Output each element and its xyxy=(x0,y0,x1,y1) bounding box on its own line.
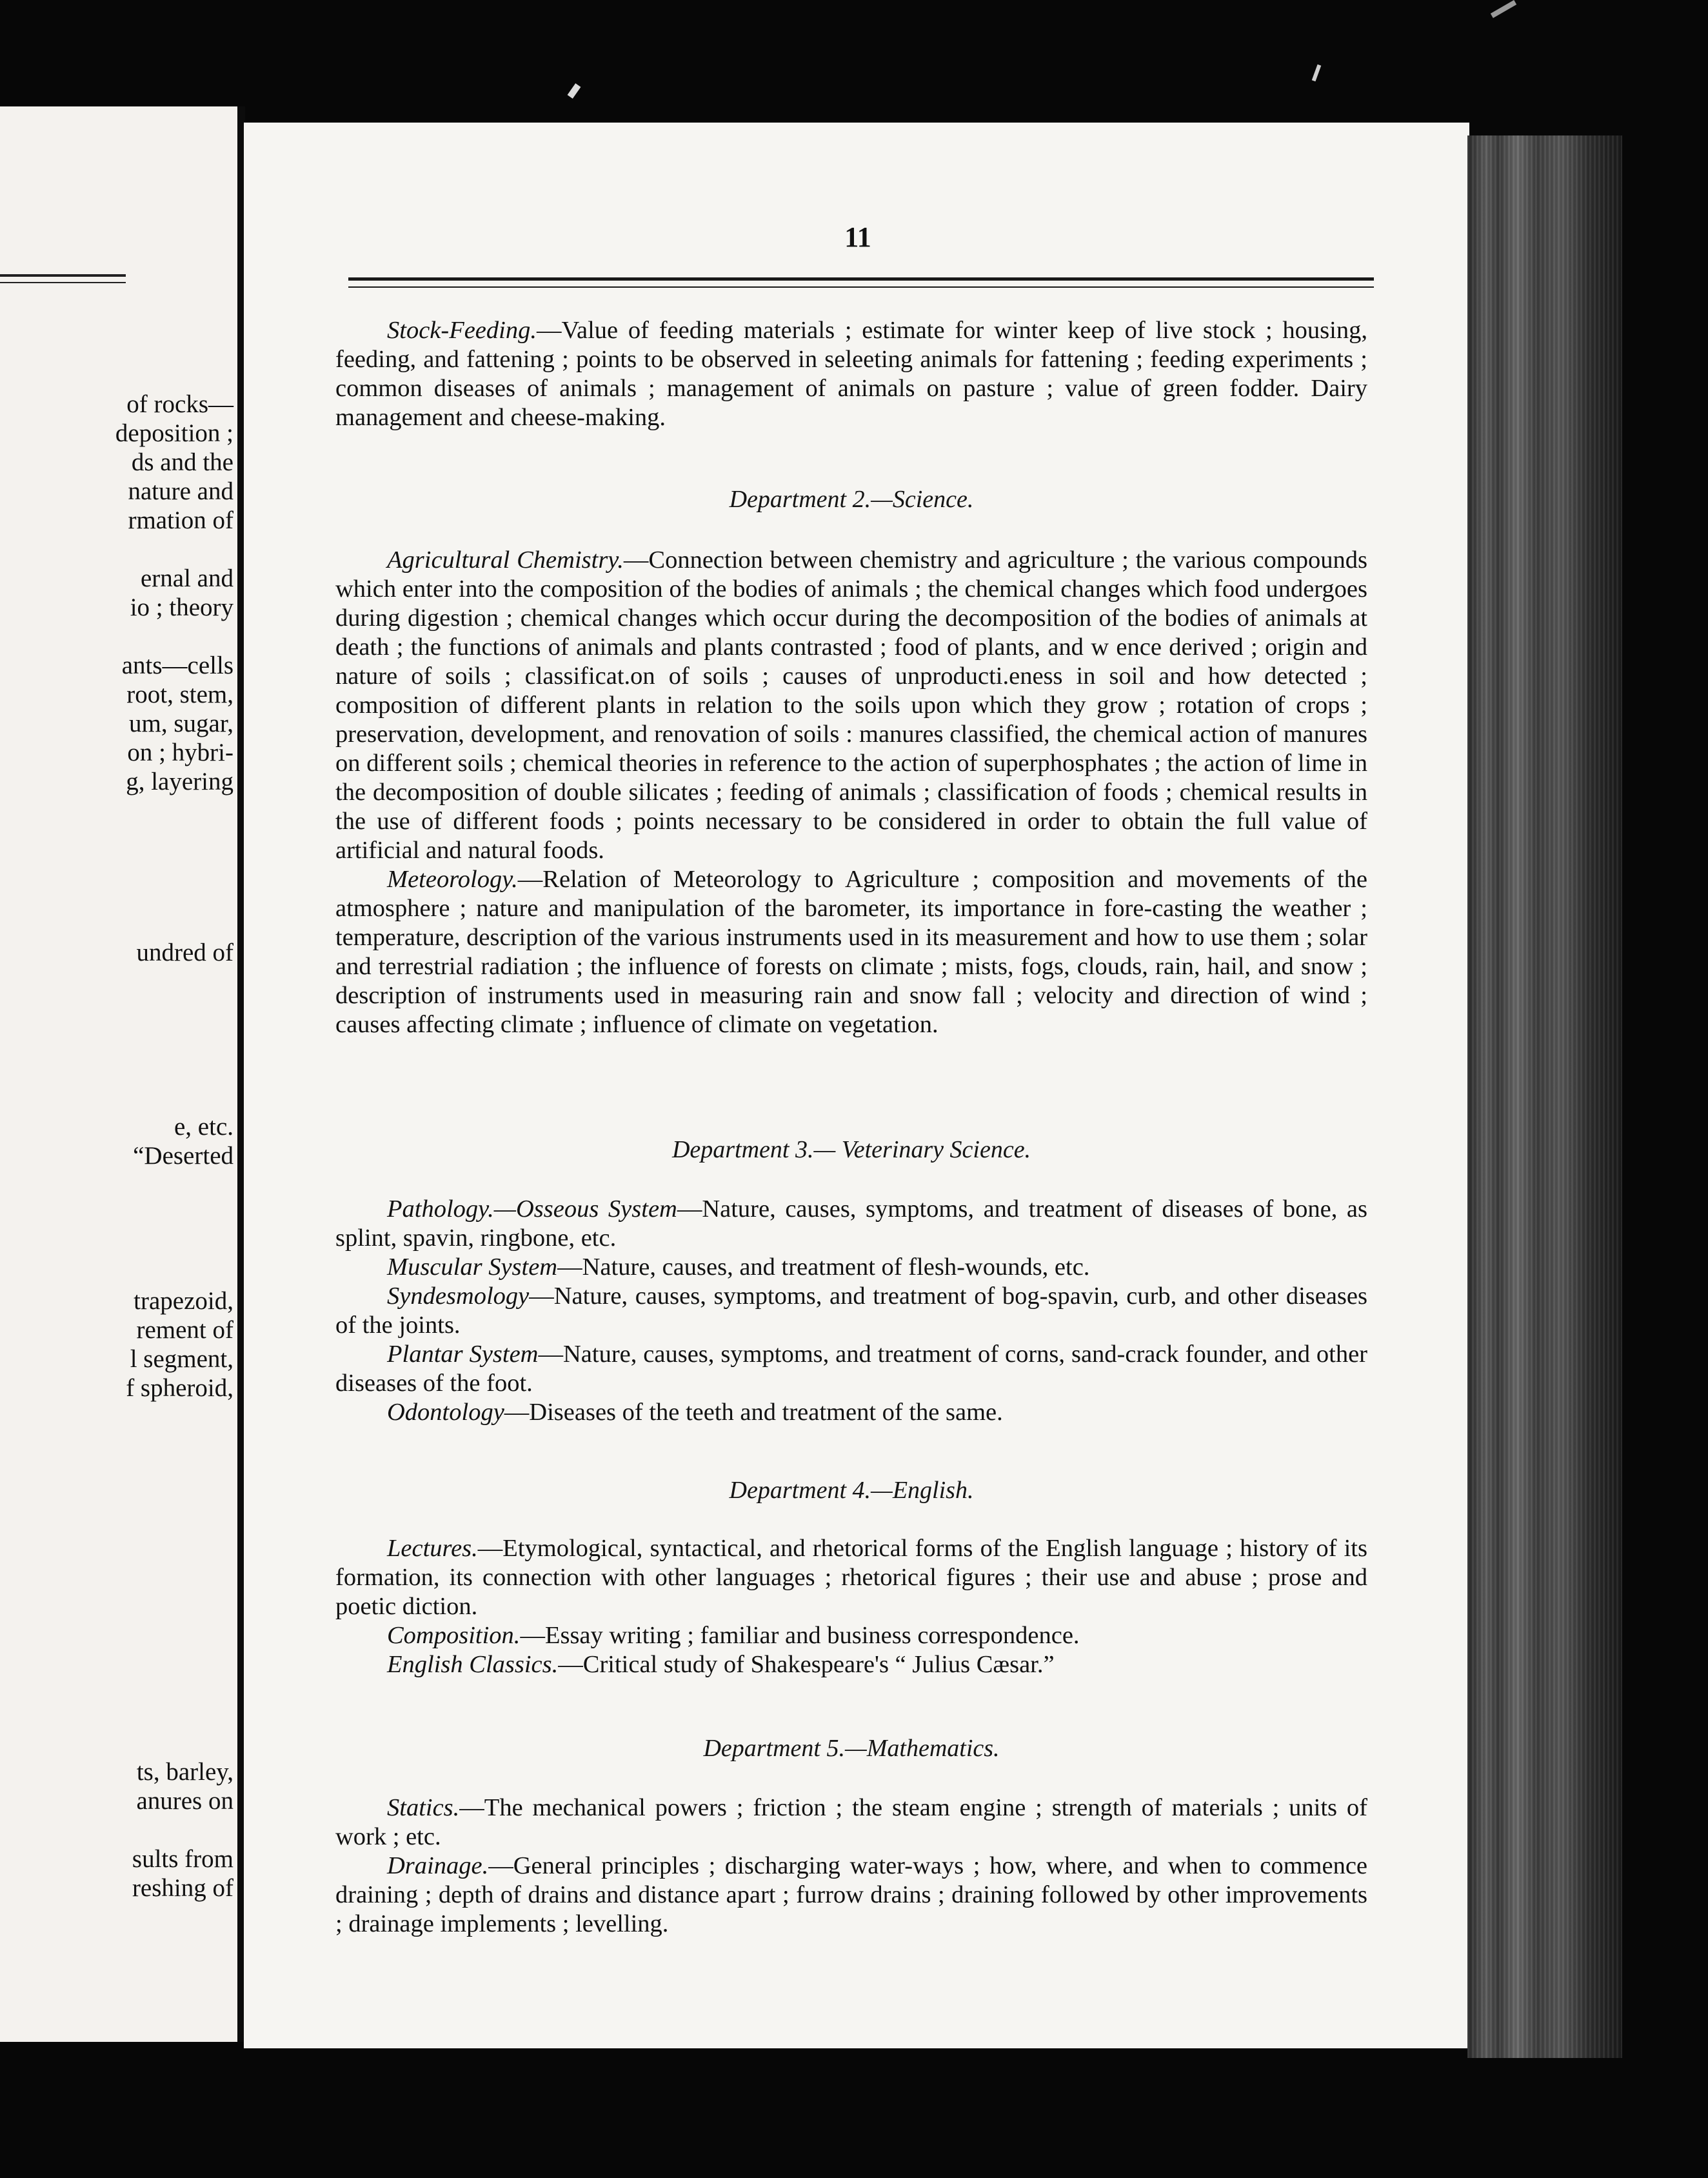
syndesmology-paragraph xyxy=(335,1282,1367,1340)
muscular-paragraph xyxy=(335,1253,1367,1282)
statics-text: —The mechanical powers ; friction ; the steam engine ; strength of materials ; units of work ; etc. xyxy=(335,1794,1367,1850)
agricultural-chemistry-paragraph xyxy=(335,546,1367,865)
left-line: ants—cells xyxy=(121,652,233,679)
english-classics-paragraph xyxy=(335,1650,1367,1679)
plantar-text: —Nature, causes, symptoms, and treatment of corns, sand-crack founder, and other diseases of the foot. xyxy=(335,1341,1367,1397)
left-line: g, layering xyxy=(126,768,233,795)
left-header-rule xyxy=(0,274,126,277)
agricultural-chemistry-term: Agricultural Chemistry. xyxy=(387,546,624,574)
plantar-term: Plantar System xyxy=(387,1341,539,1368)
composition-paragraph xyxy=(335,1621,1367,1650)
meteorology-text: —Relation of Meteorology to Agriculture ; composition and movements of the atmosphere ; nature and manipulation of the barometer, its importance in fore-casting the weather ; temperature, description of the various instruments used in its measurement and how to use them ; solar and terrestrial radiation ; the influence of forests on climate ; mists, fogs, clouds, rain, hail, and snow ; description of instruments used in measuring rain and snow fall ; velocity and direction of wind ; causes affecting climate ; influence of climate on vegetation. xyxy=(335,866,1367,1038)
left-line: deposition ; xyxy=(115,419,233,447)
left-line: nature and xyxy=(128,477,233,505)
left-line: ts, barley, xyxy=(136,1758,233,1786)
left-line: on ; hybri- xyxy=(127,739,233,766)
stock-feeding-section xyxy=(335,316,1367,432)
pathology-text: —Nature, causes, symptoms, and treatment of diseases of bone, as splint, spavin, ringbone, etc. xyxy=(335,1195,1368,1252)
odontology-paragraph xyxy=(335,1398,1367,1427)
department-3-heading: Department 3.— Veterinary Science. xyxy=(671,1136,1031,1163)
agricultural-chemistry-text: —Connection between chemistry and agriculture ; the various compounds which enter into the composition of the bodies of animals ; the chemical changes which food undergoes during digestion ; chemical changes which occur during the decomposition of the bodies of animals at death ; the functions of animals and plants contrasted ; food of plants, and w ence derived ; origin and nature of soils ; classificat.on of soils ; causes of unproducti.eness in soil and how detected ; composition of different plants in relation to the soils upon which they grow ; rotation of crops ; preservation, development, and renovation of soils : manures classified, the chemical action of manures on different soils ; chemical theories in reference to the action of superphosphates ; the action of lime in the decomposition of double silicates ; feeding of animals ; classification of foods ; chemical results in the use of different foods ; points necessary to be considered in order to obtain the full value of artificial and natural foods. xyxy=(335,546,1367,864)
english-classics-text: —Critical study of Shakespeare's “ Julius Cæsar.” xyxy=(558,1651,1055,1678)
meteorology-term: Meteorology. xyxy=(387,866,518,893)
header-rule xyxy=(348,277,1374,281)
drainage-term: Drainage. xyxy=(387,1852,489,1879)
stock-feeding-paragraph xyxy=(335,316,1367,432)
left-line: of rocks— xyxy=(126,390,233,418)
department-5-heading: Department 5.—Mathematics. xyxy=(703,1735,1000,1762)
muscular-term: Muscular System xyxy=(387,1254,558,1281)
statics-paragraph xyxy=(335,1793,1367,1852)
plantar-paragraph xyxy=(335,1340,1367,1398)
pathology-paragraph xyxy=(335,1195,1367,1253)
science-section xyxy=(335,546,1367,1039)
stock-feeding-text: —Value of feeding materials ; estimate for winter keep of live stock ; housing, feeding, and fattening ; points to be observed in seleeting animals for fattening ; feeding experiments ; common diseases of animals ; management of animals on pasture ; value of green fodder. Dairy management and cheese-making. xyxy=(335,317,1367,431)
left-line: reshing of xyxy=(132,1874,233,1902)
page-block-edge xyxy=(1467,135,1622,2058)
syndesmology-text: —Nature, causes, symptoms, and treatment of bog-spavin, curb, and other diseases of the joints. xyxy=(335,1283,1367,1339)
composition-text: —Essay writing ; familiar and business correspondence. xyxy=(520,1622,1080,1649)
drainage-text: —General principles ; discharging water-ways ; how, where, and when to commence draining ; depth of drains and distance apart ; furrow drains ; draining followed by other improvements ; drainage implements ; levelling. xyxy=(335,1852,1367,1937)
left-line: “Deserted xyxy=(133,1142,233,1170)
left-line: io ; theory xyxy=(130,594,233,621)
lectures-text: —Etymological, syntactical, and rhetorical forms of the English language ; history of its formation, its connection with other languages ; rhetorical figures ; their use and abuse ; prose and poetic diction. xyxy=(335,1535,1367,1620)
left-line: e, etc. xyxy=(174,1113,233,1141)
stock-feeding-term: Stock-Feeding. xyxy=(387,317,537,344)
left-line: um, sugar, xyxy=(129,710,233,737)
odontology-term: Odontology xyxy=(387,1399,504,1426)
left-line: anures on xyxy=(136,1787,233,1815)
left-line: ernal and xyxy=(140,564,233,592)
header-rule-thin xyxy=(348,286,1374,288)
left-facing-page xyxy=(0,106,241,2042)
left-line: rement of xyxy=(136,1316,233,1344)
meteorology-paragraph xyxy=(335,865,1367,1039)
left-line: l segment, xyxy=(130,1345,233,1373)
composition-term: Composition. xyxy=(387,1622,521,1649)
left-line: rmation of xyxy=(128,506,233,534)
lectures-term: Lectures. xyxy=(387,1535,478,1562)
left-line: sults from xyxy=(132,1845,233,1873)
lectures-paragraph xyxy=(335,1534,1367,1621)
syndesmology-term: Syndesmology xyxy=(387,1283,530,1310)
page-number: 11 xyxy=(844,221,871,253)
left-line: ds and the xyxy=(131,448,233,476)
left-line: trapezoid, xyxy=(134,1287,233,1315)
left-line: root, stem, xyxy=(126,681,233,708)
department-2-heading: Department 2.—Science. xyxy=(729,486,974,513)
left-line: undred of xyxy=(136,939,233,966)
left-header-rule-thin xyxy=(0,282,126,283)
english-section xyxy=(335,1534,1367,1679)
odontology-text: —Diseases of the teeth and treatment of the same. xyxy=(504,1399,1003,1426)
pathology-term: Pathology.—Osseous System xyxy=(387,1195,677,1223)
drainage-paragraph xyxy=(335,1852,1367,1939)
veterinary-section xyxy=(335,1195,1367,1427)
left-line: f spheroid, xyxy=(126,1374,233,1402)
statics-term: Statics. xyxy=(387,1794,460,1821)
english-classics-term: English Classics. xyxy=(387,1651,559,1678)
mathematics-section xyxy=(335,1793,1367,1939)
muscular-text: —Nature, causes, and treatment of flesh-wounds, etc. xyxy=(557,1254,1090,1281)
department-4-heading: Department 4.—English. xyxy=(729,1477,974,1504)
